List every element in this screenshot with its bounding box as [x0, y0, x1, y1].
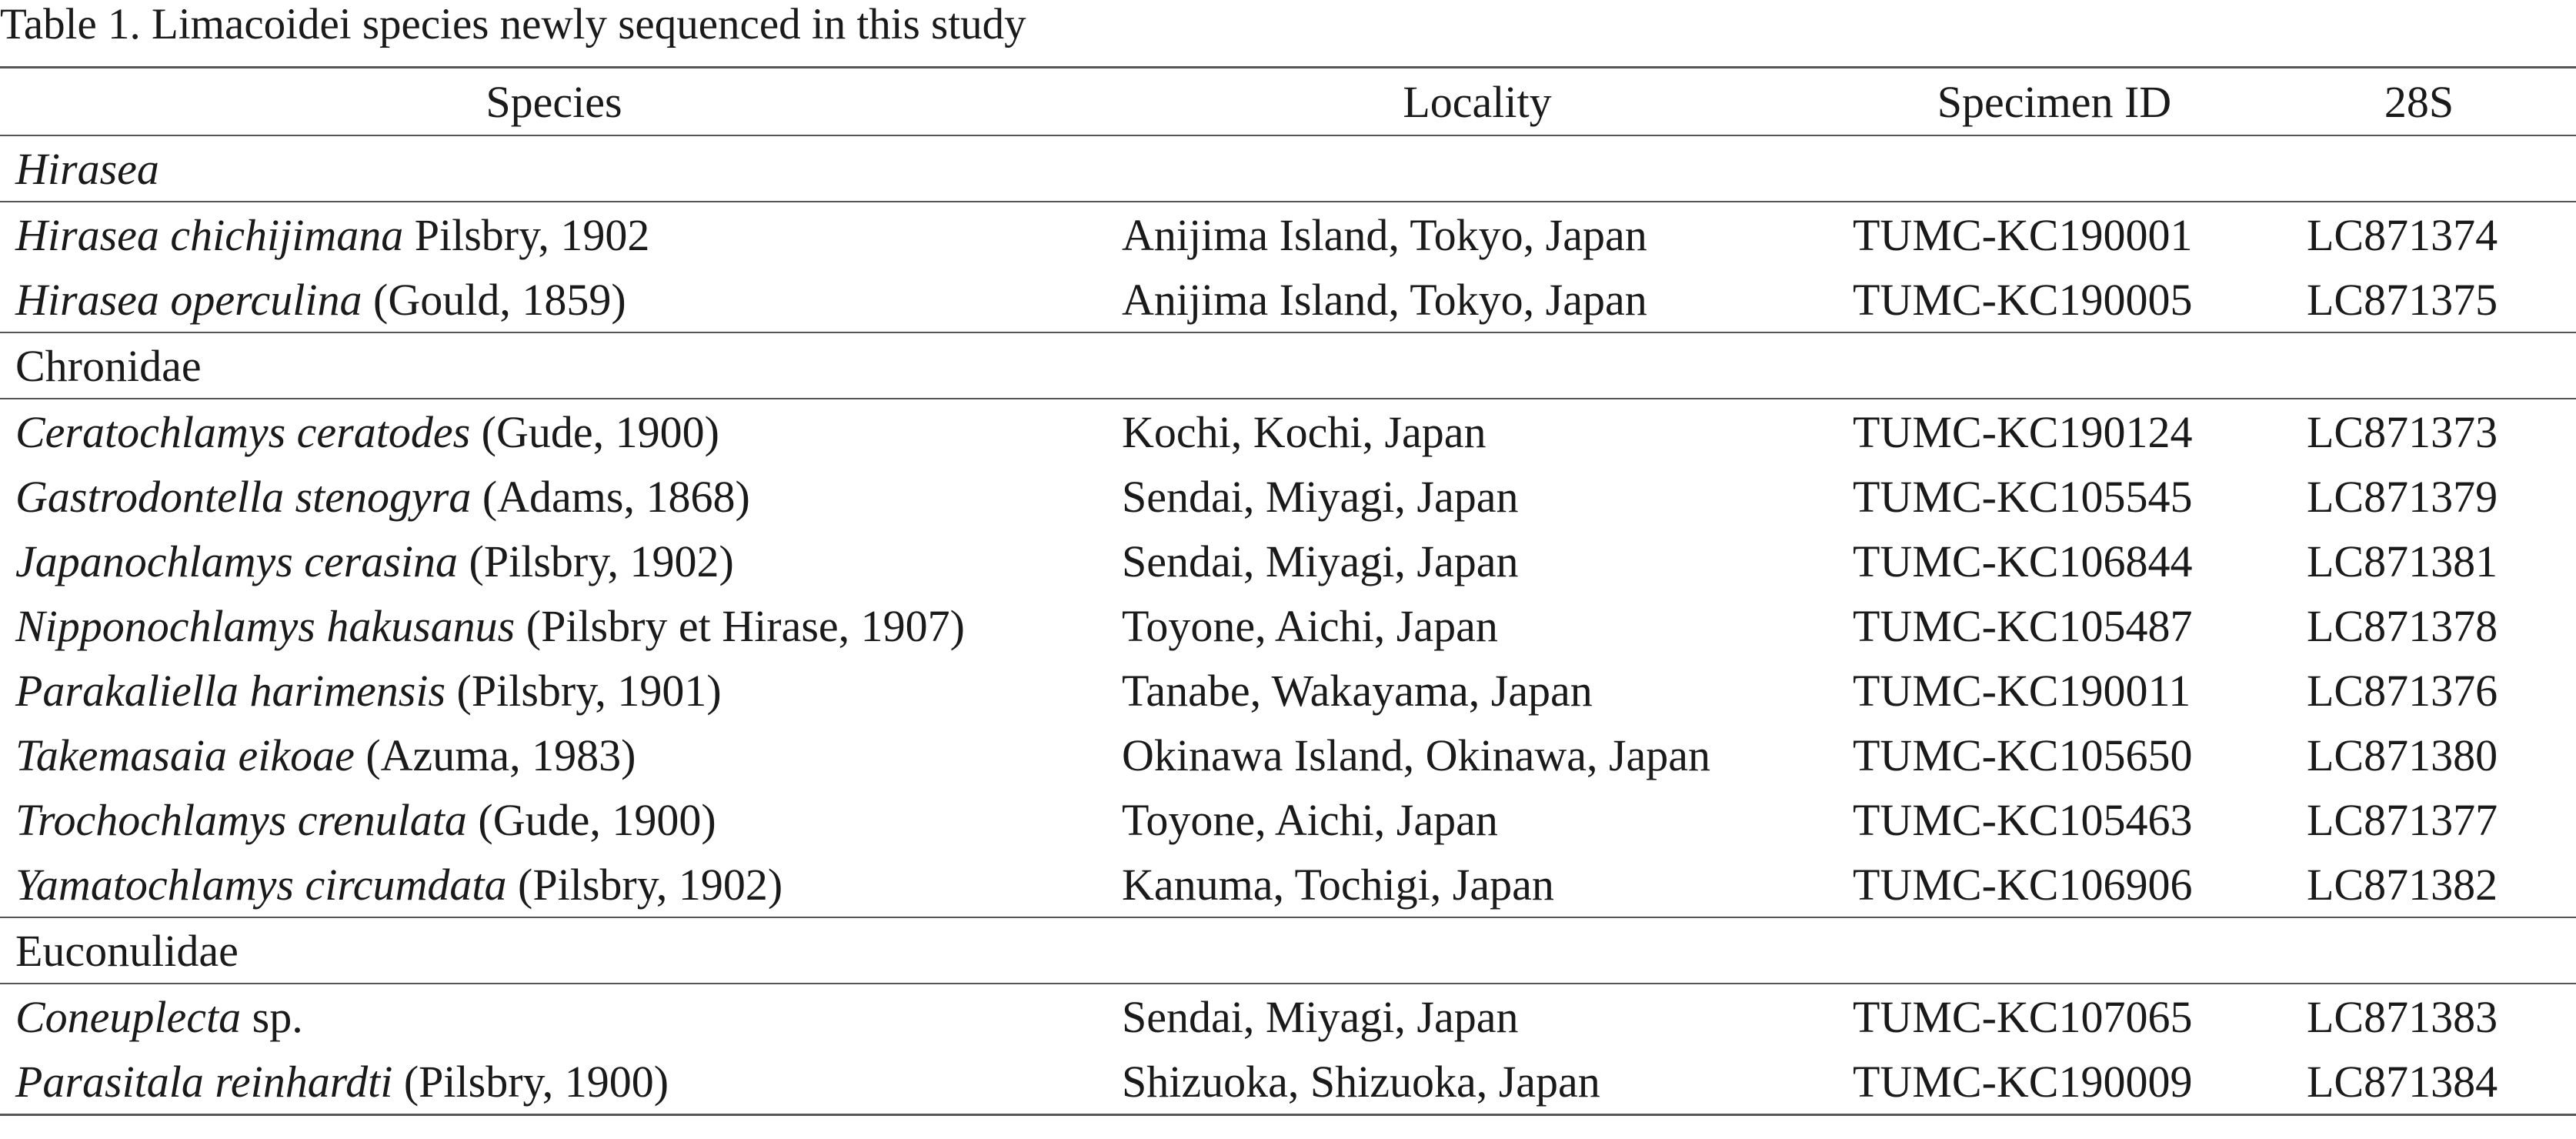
locality-cell: Sendai, Miyagi, Japan: [1122, 991, 1519, 1042]
specimen-id-cell: [1847, 852, 2262, 917]
accession-cell: [2262, 787, 2576, 852]
group-label-cell: [0, 135, 2576, 202]
taxon-authority: (Pilsbry, 1900): [392, 1056, 669, 1107]
taxon-name: Japanochlamys cerasina: [15, 536, 459, 586]
table-body: [0, 135, 2576, 1115]
specimen-id: TUMC-KC105650: [1853, 730, 2193, 780]
group-row: [0, 332, 2576, 399]
specimen-id-cell: [1847, 1049, 2262, 1115]
species-cell: [0, 202, 1108, 267]
accession-cell: [2262, 529, 2576, 593]
column-header-locality: Locality: [1108, 68, 1847, 136]
taxon-name: Yamatochlamys circumdata: [15, 859, 507, 910]
specimen-id: TUMC-KC190009: [1853, 1056, 2193, 1107]
header-row: [0, 68, 2576, 136]
locality-cell: Tanabe, Wakayama, Japan: [1122, 665, 1593, 716]
locality-cell: Kochi, Kochi, Japan: [1122, 406, 1487, 457]
accession-cell: [2262, 267, 2576, 332]
specimen-id-cell: [1847, 787, 2262, 852]
locality-cell: Toyone, Aichi, Japan: [1122, 600, 1498, 651]
taxon-name: Trochochlamys crenulata: [15, 794, 467, 845]
species-cell: [0, 658, 1108, 723]
specimen-id: TUMC-KC190001: [1853, 209, 2193, 260]
species-cell: [0, 787, 1108, 852]
specimen-id: TUMC-KC190124: [1853, 406, 2193, 457]
group-label: Hirasea: [15, 143, 159, 194]
table-row: [0, 464, 2576, 529]
taxon-name: Takemasaia eikoae: [15, 730, 355, 780]
specimen-id: TUMC-KC107065: [1853, 991, 2193, 1042]
accession-cell: [2262, 984, 2576, 1049]
accession-number: LC871382: [2307, 859, 2498, 910]
group-label: Chronidae: [15, 340, 202, 391]
group-row: [0, 917, 2576, 984]
table-row: [0, 529, 2576, 593]
specimen-id: TUMC-KC105487: [1853, 600, 2193, 651]
specimen-id-cell: [1847, 399, 2262, 464]
column-header-28s: 28S: [2262, 68, 2576, 136]
accession-number: LC871375: [2307, 274, 2498, 325]
species-table: [0, 66, 2576, 1116]
specimen-id-cell: [1847, 658, 2262, 723]
locality-cell: Sendai, Miyagi, Japan: [1122, 471, 1519, 522]
taxon-authority: (Azuma, 1983): [354, 730, 636, 780]
specimen-id: TUMC-KC190011: [1853, 665, 2191, 716]
accession-cell: [2262, 658, 2576, 723]
group-label-cell: [0, 917, 2576, 984]
accession-number: LC871376: [2307, 665, 2498, 716]
locality-cell: Okinawa Island, Okinawa, Japan: [1122, 730, 1711, 780]
accession-cell: [2262, 723, 2576, 787]
taxon-authority: (Adams, 1868): [471, 471, 750, 522]
species-cell: [0, 464, 1108, 529]
table-row: [0, 787, 2576, 852]
taxon-authority: (Pilsbry, 1902): [458, 536, 734, 586]
accession-number: LC871380: [2307, 730, 2498, 780]
group-label: Euconulidae: [15, 925, 239, 976]
accession-number: LC871378: [2307, 600, 2498, 651]
specimen-id: TUMC-KC105545: [1853, 471, 2193, 522]
table-caption: Table 1. Limacoidei species newly sequenced in this study: [0, 0, 1026, 48]
accession-cell: [2262, 852, 2576, 917]
table-row: [0, 399, 2576, 464]
species-cell: [0, 593, 1108, 658]
species-cell: [0, 267, 1108, 332]
taxon-name: Nipponochlamys hakusanus: [15, 600, 516, 651]
accession-number: LC871383: [2307, 991, 2498, 1042]
column-header-species: Species: [0, 68, 1108, 136]
specimen-id-cell: [1847, 267, 2262, 332]
accession-cell: [2262, 1049, 2576, 1115]
locality-cell: Anijima Island, Tokyo, Japan: [1122, 209, 1647, 260]
table-header: [0, 68, 2576, 136]
group-label-cell: [0, 332, 2576, 399]
species-cell: [0, 852, 1108, 917]
accession-number: LC871384: [2307, 1056, 2498, 1107]
accession-cell: [2262, 593, 2576, 658]
taxon-authority: sp.: [241, 991, 303, 1042]
taxon-authority: (Gould, 1859): [362, 274, 626, 325]
taxon-authority: (Gude, 1900): [466, 794, 716, 845]
table-row: [0, 723, 2576, 787]
taxon-authority: (Pilsbry, 1901): [445, 665, 722, 716]
accession-cell: [2262, 202, 2576, 267]
locality-cell: Anijima Island, Tokyo, Japan: [1108, 267, 1847, 332]
locality-cell: Kanuma, Tochigi, Japan: [1108, 852, 1847, 917]
taxon-name: Hirasea operculina: [15, 274, 362, 325]
accession-cell: [2262, 399, 2576, 464]
group-row: [0, 135, 2576, 202]
specimen-id: TUMC-KC106906: [1853, 859, 2193, 910]
accession-number: LC871374: [2307, 209, 2498, 260]
table-row: [0, 593, 2576, 658]
table-row: [0, 852, 2576, 917]
locality-cell: Toyone, Aichi, Japan: [1122, 794, 1498, 845]
table-row: [0, 984, 2576, 1049]
table-row: [0, 658, 2576, 723]
taxon-authority: (Pilsbry, 1902): [506, 859, 783, 910]
taxon-name: Hirasea chichijimana: [15, 209, 404, 260]
accession-cell: [2262, 464, 2576, 529]
specimen-id: TUMC-KC190005: [1853, 274, 2193, 325]
taxon-name: Parakaliella harimensis: [15, 665, 446, 716]
species-cell: [0, 529, 1108, 593]
accession-number: LC871377: [2307, 794, 2498, 845]
table-row: [0, 202, 2576, 267]
accession-number: LC871381: [2307, 536, 2498, 586]
specimen-id: TUMC-KC106844: [1853, 536, 2193, 586]
taxon-name: Ceratochlamys ceratodes: [15, 406, 471, 457]
specimen-id-cell: [1847, 529, 2262, 593]
specimen-id-cell: [1847, 202, 2262, 267]
species-cell: [0, 984, 1108, 1049]
specimen-id-cell: [1847, 464, 2262, 529]
taxon-authority: Pilsbry, 1902: [403, 209, 650, 260]
taxon-name: Parasitala reinhardti: [15, 1056, 393, 1107]
taxon-authority: (Pilsbry et Hirase, 1907): [515, 600, 965, 651]
species-cell: [0, 723, 1108, 787]
specimen-id-cell: [1847, 593, 2262, 658]
table-row: [0, 1049, 2576, 1115]
column-header-specimen-id: Specimen ID: [1847, 68, 2262, 136]
taxon-name: Gastrodontella stenogyra: [15, 471, 472, 522]
specimen-id-cell: [1847, 723, 2262, 787]
taxon-name: Coneuplecta: [15, 991, 242, 1042]
species-cell: [0, 1049, 1108, 1115]
accession-number: LC871373: [2307, 406, 2498, 457]
specimen-id-cell: [1847, 984, 2262, 1049]
taxon-authority: (Gude, 1900): [470, 406, 719, 457]
locality-cell: Sendai, Miyagi, Japan: [1122, 536, 1519, 586]
species-cell: [0, 399, 1108, 464]
table-row: [0, 267, 2576, 332]
accession-number: LC871379: [2307, 471, 2498, 522]
specimen-id: TUMC-KC105463: [1853, 794, 2193, 845]
locality-cell: Shizuoka, Shizuoka, Japan: [1108, 1049, 1847, 1115]
